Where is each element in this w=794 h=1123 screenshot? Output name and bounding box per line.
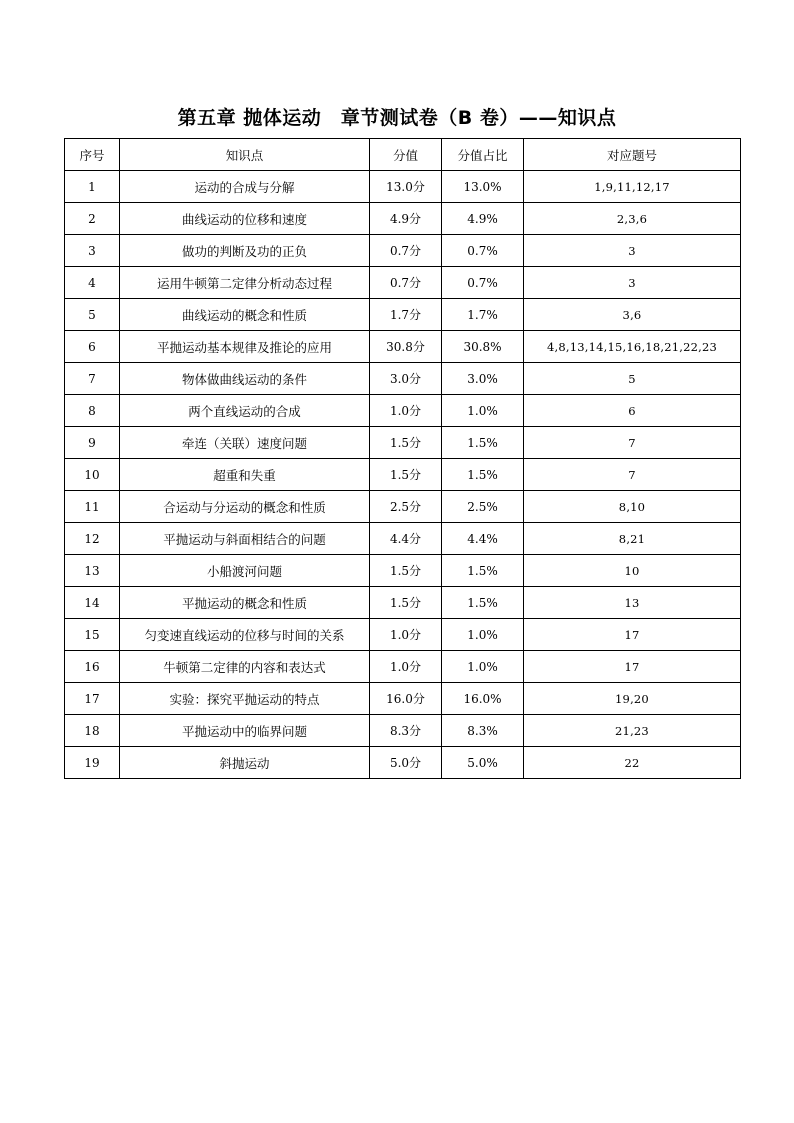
cell-questions: 4,8,13,14,15,16,18,21,22,23	[524, 331, 741, 363]
cell-knowledge-point: 平抛运动的概念和性质	[120, 587, 370, 619]
cell-ratio: 2.5%	[442, 491, 524, 523]
table-row	[65, 747, 741, 779]
cell-ratio: 0.7%	[442, 235, 524, 267]
page-title: 第五章 抛体运动 章节测试卷（B 卷）——知识点	[177, 107, 617, 129]
cell-questions: 5	[524, 363, 741, 395]
cell-questions: 6	[524, 395, 741, 427]
cell-knowledge-point: 物体做曲线运动的条件	[120, 363, 370, 395]
cell-score: 2.5分	[370, 491, 442, 523]
cell-ratio: 8.3%	[442, 715, 524, 747]
cell-questions: 7	[524, 427, 741, 459]
cell-score: 1.5分	[370, 459, 442, 491]
cell-ratio: 1.0%	[442, 395, 524, 427]
cell-score: 4.4分	[370, 523, 442, 555]
table-row	[65, 299, 741, 331]
cell-score: 1.5分	[370, 555, 442, 587]
header-knowledge-point: 知识点	[120, 139, 370, 171]
cell-ratio: 13.0%	[442, 171, 524, 203]
cell-questions: 1,9,11,12,17	[524, 171, 741, 203]
cell-ratio: 5.0%	[442, 747, 524, 779]
cell-index: 6	[65, 331, 120, 363]
cell-knowledge-point: 超重和失重	[120, 459, 370, 491]
cell-score: 5.0分	[370, 747, 442, 779]
cell-score: 1.0分	[370, 395, 442, 427]
cell-index: 18	[65, 715, 120, 747]
cell-questions: 17	[524, 651, 741, 683]
header-ratio: 分值占比	[442, 139, 524, 171]
cell-ratio: 1.5%	[442, 459, 524, 491]
header-questions: 对应题号	[524, 139, 741, 171]
cell-knowledge-point: 平抛运动中的临界问题	[120, 715, 370, 747]
table-row	[65, 427, 741, 459]
cell-questions: 22	[524, 747, 741, 779]
cell-score: 4.9分	[370, 203, 442, 235]
cell-score: 30.8分	[370, 331, 442, 363]
cell-questions: 13	[524, 587, 741, 619]
cell-ratio: 3.0%	[442, 363, 524, 395]
cell-ratio: 1.7%	[442, 299, 524, 331]
cell-knowledge-point: 运动的合成与分解	[120, 171, 370, 203]
cell-questions: 8,10	[524, 491, 741, 523]
cell-score: 3.0分	[370, 363, 442, 395]
cell-index: 10	[65, 459, 120, 491]
cell-ratio: 16.0%	[442, 683, 524, 715]
table-row	[65, 267, 741, 299]
cell-knowledge-point: 平抛运动与斜面相结合的问题	[120, 523, 370, 555]
cell-knowledge-point: 曲线运动的概念和性质	[120, 299, 370, 331]
table-row	[65, 203, 741, 235]
cell-knowledge-point: 曲线运动的位移和速度	[120, 203, 370, 235]
cell-score: 8.3分	[370, 715, 442, 747]
cell-knowledge-point: 做功的判断及功的正负	[120, 235, 370, 267]
cell-index: 3	[65, 235, 120, 267]
cell-questions: 10	[524, 555, 741, 587]
table-header-row	[65, 139, 741, 171]
table-row	[65, 331, 741, 363]
table-row	[65, 491, 741, 523]
cell-index: 9	[65, 427, 120, 459]
cell-index: 19	[65, 747, 120, 779]
table-row	[65, 715, 741, 747]
cell-score: 1.5分	[370, 587, 442, 619]
table-row	[65, 395, 741, 427]
header-score: 分值	[370, 139, 442, 171]
cell-ratio: 30.8%	[442, 331, 524, 363]
cell-knowledge-point: 运用牛顿第二定律分析动态过程	[120, 267, 370, 299]
cell-index: 15	[65, 619, 120, 651]
cell-knowledge-point: 两个直线运动的合成	[120, 395, 370, 427]
cell-questions: 3	[524, 267, 741, 299]
cell-index: 12	[65, 523, 120, 555]
cell-ratio: 1.5%	[442, 555, 524, 587]
cell-index: 8	[65, 395, 120, 427]
cell-questions: 3	[524, 235, 741, 267]
cell-knowledge-point: 匀变速直线运动的位移与时间的关系	[120, 619, 370, 651]
cell-score: 16.0分	[370, 683, 442, 715]
table-row	[65, 555, 741, 587]
cell-index: 16	[65, 651, 120, 683]
cell-questions: 7	[524, 459, 741, 491]
table-row	[65, 235, 741, 267]
table-row	[65, 171, 741, 203]
cell-score: 1.0分	[370, 619, 442, 651]
cell-index: 4	[65, 267, 120, 299]
cell-ratio: 1.5%	[442, 587, 524, 619]
cell-index: 5	[65, 299, 120, 331]
cell-score: 0.7分	[370, 267, 442, 299]
table-row	[65, 619, 741, 651]
cell-index: 1	[65, 171, 120, 203]
cell-knowledge-point: 实验：探究平抛运动的特点	[120, 683, 370, 715]
cell-questions: 17	[524, 619, 741, 651]
cell-ratio: 4.4%	[442, 523, 524, 555]
cell-score: 1.7分	[370, 299, 442, 331]
cell-questions: 19,20	[524, 683, 741, 715]
cell-knowledge-point: 小船渡河问题	[120, 555, 370, 587]
cell-knowledge-point: 牛顿第二定律的内容和表达式	[120, 651, 370, 683]
cell-score: 1.5分	[370, 427, 442, 459]
cell-score: 13.0分	[370, 171, 442, 203]
cell-knowledge-point: 斜抛运动	[120, 747, 370, 779]
cell-knowledge-point: 平抛运动基本规律及推论的应用	[120, 331, 370, 363]
cell-ratio: 4.9%	[442, 203, 524, 235]
table-row	[65, 363, 741, 395]
cell-questions: 21,23	[524, 715, 741, 747]
table-row	[65, 651, 741, 683]
cell-index: 13	[65, 555, 120, 587]
table-row	[65, 683, 741, 715]
header-index: 序号	[65, 139, 120, 171]
cell-questions: 8,21	[524, 523, 741, 555]
cell-knowledge-point: 合运动与分运动的概念和性质	[120, 491, 370, 523]
cell-knowledge-point: 牵连（关联）速度问题	[120, 427, 370, 459]
cell-ratio: 1.0%	[442, 619, 524, 651]
cell-ratio: 1.0%	[442, 651, 524, 683]
cell-ratio: 1.5%	[442, 427, 524, 459]
cell-index: 11	[65, 491, 120, 523]
table-row	[65, 587, 741, 619]
cell-score: 1.0分	[370, 651, 442, 683]
cell-questions: 2,3,6	[524, 203, 741, 235]
cell-index: 7	[65, 363, 120, 395]
cell-index: 2	[65, 203, 120, 235]
cell-questions: 3,6	[524, 299, 741, 331]
cell-ratio: 0.7%	[442, 267, 524, 299]
knowledge-point-table	[64, 138, 741, 779]
table-row	[65, 523, 741, 555]
cell-index: 17	[65, 683, 120, 715]
cell-score: 0.7分	[370, 235, 442, 267]
table-row	[65, 459, 741, 491]
cell-index: 14	[65, 587, 120, 619]
